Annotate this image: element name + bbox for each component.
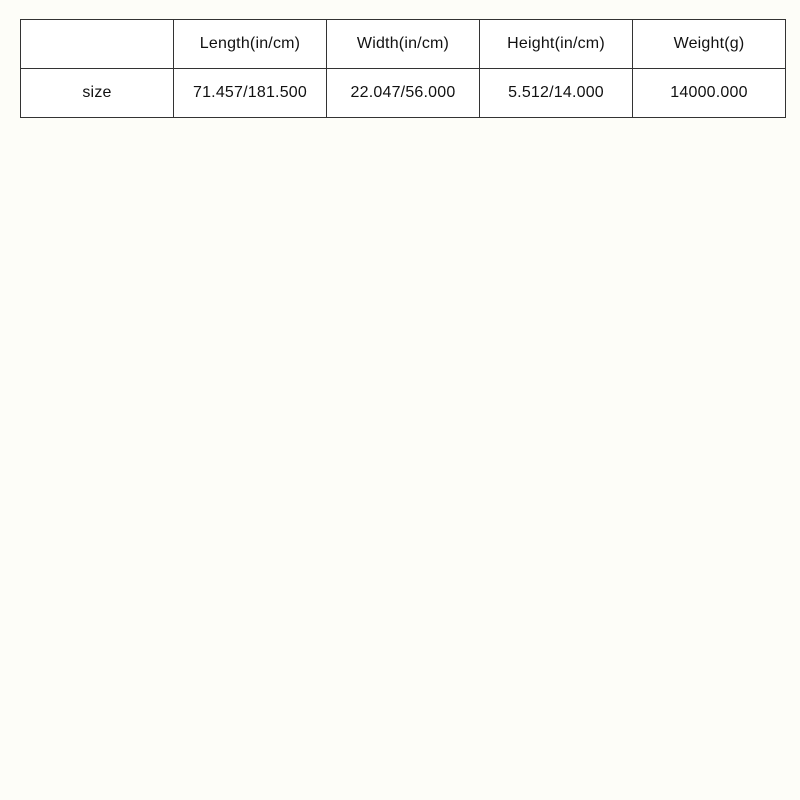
- cell-length: 71.457/181.500: [174, 69, 327, 118]
- header-length: Length(in/cm): [174, 20, 327, 69]
- table-header-row: [21, 20, 786, 69]
- table-row: [21, 69, 786, 118]
- size-spec-table: [20, 19, 786, 118]
- header-width: Width(in/cm): [327, 20, 480, 69]
- header-corner-cell: [21, 20, 174, 69]
- row-label: size: [21, 69, 174, 118]
- cell-width: 22.047/56.000: [327, 69, 480, 118]
- header-weight: Weight(g): [633, 20, 786, 69]
- cell-weight: 14000.000: [633, 69, 786, 118]
- header-height: Height(in/cm): [480, 20, 633, 69]
- cell-height: 5.512/14.000: [480, 69, 633, 118]
